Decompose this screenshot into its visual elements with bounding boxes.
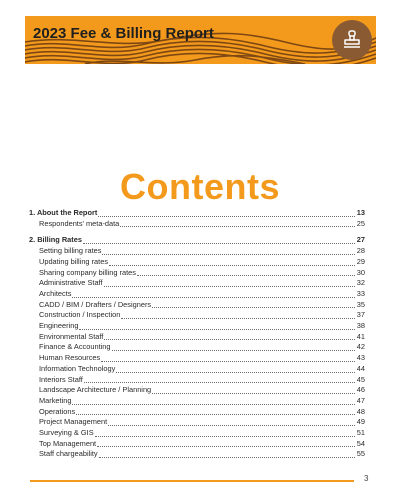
toc-entry-label: Environmental Staff [39,331,104,341]
toc-page-number: 47 [356,395,365,405]
toc-entry-label: 1. About the Report [29,208,98,217]
page-title: Contents [120,166,280,207]
dot-leader [152,306,355,308]
dot-leader [137,274,355,276]
toc-subsection-entry[interactable] [29,332,365,343]
toc-subsection-entry[interactable] [29,449,365,460]
dot-leader [72,296,355,298]
dot-leader [104,285,355,287]
toc-entry-label: Architects [39,288,72,298]
dot-leader [95,435,355,437]
toc-subsection-entry[interactable] [29,439,365,450]
dot-leader [83,242,355,244]
stamp-icon [332,20,372,60]
report-title: 2023 Fee & Billing Report [33,25,214,42]
dot-leader [104,338,355,340]
dot-leader [98,215,355,217]
toc-page-number: 43 [356,353,365,363]
toc-page-number: 54 [356,438,365,448]
toc-page-number: 37 [356,310,365,320]
toc-entry-label: Landscape Architecture / Planning [39,385,152,395]
toc-section-entry[interactable] [29,208,365,219]
toc-subsection-entry[interactable] [29,364,365,375]
toc-subsection-entry[interactable] [29,428,365,439]
dot-leader [97,445,355,447]
dot-leader [112,349,356,351]
toc-subsection-entry[interactable] [29,257,365,268]
toc-entry-label: Engineering [39,321,79,331]
toc-entry-label: Project Management [39,417,108,427]
toc-entry-label: Sharing company billing rates [39,267,136,277]
toc-page-number: 55 [356,449,365,459]
toc-page-number: 42 [356,342,365,352]
toc-page-number: 41 [356,331,365,341]
dot-leader [99,456,355,458]
toc-page-number: 13 [356,208,365,217]
dot-leader [120,225,355,227]
toc-subsection-entry[interactable] [29,321,365,332]
toc-page-number: 51 [356,428,365,438]
toc-subsection-entry[interactable] [29,219,365,230]
dot-leader [84,381,355,383]
toc-entry-label: Setting billing rates [39,246,102,256]
dot-leader [116,371,355,373]
toc-subsection-entry[interactable] [29,310,365,321]
toc-section-entry[interactable] [29,235,365,246]
toc-subsection-entry[interactable] [29,268,365,279]
toc-subsection-entry[interactable] [29,289,365,300]
toc-entry-label: Information Technology [39,363,116,373]
toc-page-number: 49 [356,417,365,427]
toc-page-number: 35 [356,299,365,309]
toc-entry-label: Respondents' meta-data [39,218,120,228]
toc-page-number: 48 [356,406,365,416]
toc-entry-label: Operations [39,406,76,416]
toc-page-number: 32 [356,278,365,288]
page-number: 3 [364,474,369,483]
toc-subsection-entry[interactable] [29,278,365,289]
toc-page-number: 45 [356,374,365,384]
toc-entry-label: CADD / BIM / Drafters / Designers [39,299,152,309]
toc-entry-label: Human Resources [39,353,101,363]
toc-entry-label: Staff chargeability [39,449,98,459]
toc-entry-label: Top Management [39,438,97,448]
dot-leader [121,317,355,319]
dot-leader [72,403,355,405]
toc-subsection-entry[interactable] [29,417,365,428]
toc-entry-label: Marketing [39,395,72,405]
toc-page-number: 30 [356,267,365,277]
toc-subsection-entry[interactable] [29,407,365,418]
toc-page-number: 27 [356,235,365,245]
toc-subsection-entry[interactable] [29,375,365,386]
toc-subsection-entry[interactable] [29,396,365,407]
toc-page-number: 25 [356,218,365,228]
toc-page-number: 38 [356,321,365,331]
header-banner [25,16,376,64]
toc-entry-label: Construction / Inspection [39,310,121,320]
toc-entry-label: Administrative Staff [39,278,103,288]
toc-entry-label: 2. Billing Rates [29,235,82,245]
table-of-contents [29,208,365,460]
toc-subsection-entry[interactable] [29,342,365,353]
toc-subsection-entry[interactable] [29,246,365,257]
footer-rule [30,480,354,482]
toc-entry-label: Updating billing rates [39,256,109,266]
toc-page-number: 28 [356,246,365,256]
toc-subsection-entry[interactable] [29,300,365,311]
toc-entry-label: Finance & Accounting [39,342,111,352]
toc-page-number: 29 [356,256,365,266]
dot-leader [79,328,355,330]
toc-page-number: 33 [356,288,365,298]
toc-entry-label: Interiors Staff [39,374,83,384]
toc-page-number: 44 [356,363,365,373]
toc-entry-label: Surveying & GIS [39,428,94,438]
dot-leader [109,264,355,266]
dot-leader [102,253,355,255]
dot-leader [108,424,355,426]
toc-subsection-entry[interactable] [29,385,365,396]
toc-subsection-entry[interactable] [29,353,365,364]
dot-leader [76,413,355,415]
toc-page-number: 46 [356,385,365,395]
dot-leader [101,360,355,362]
dot-leader [152,392,355,394]
